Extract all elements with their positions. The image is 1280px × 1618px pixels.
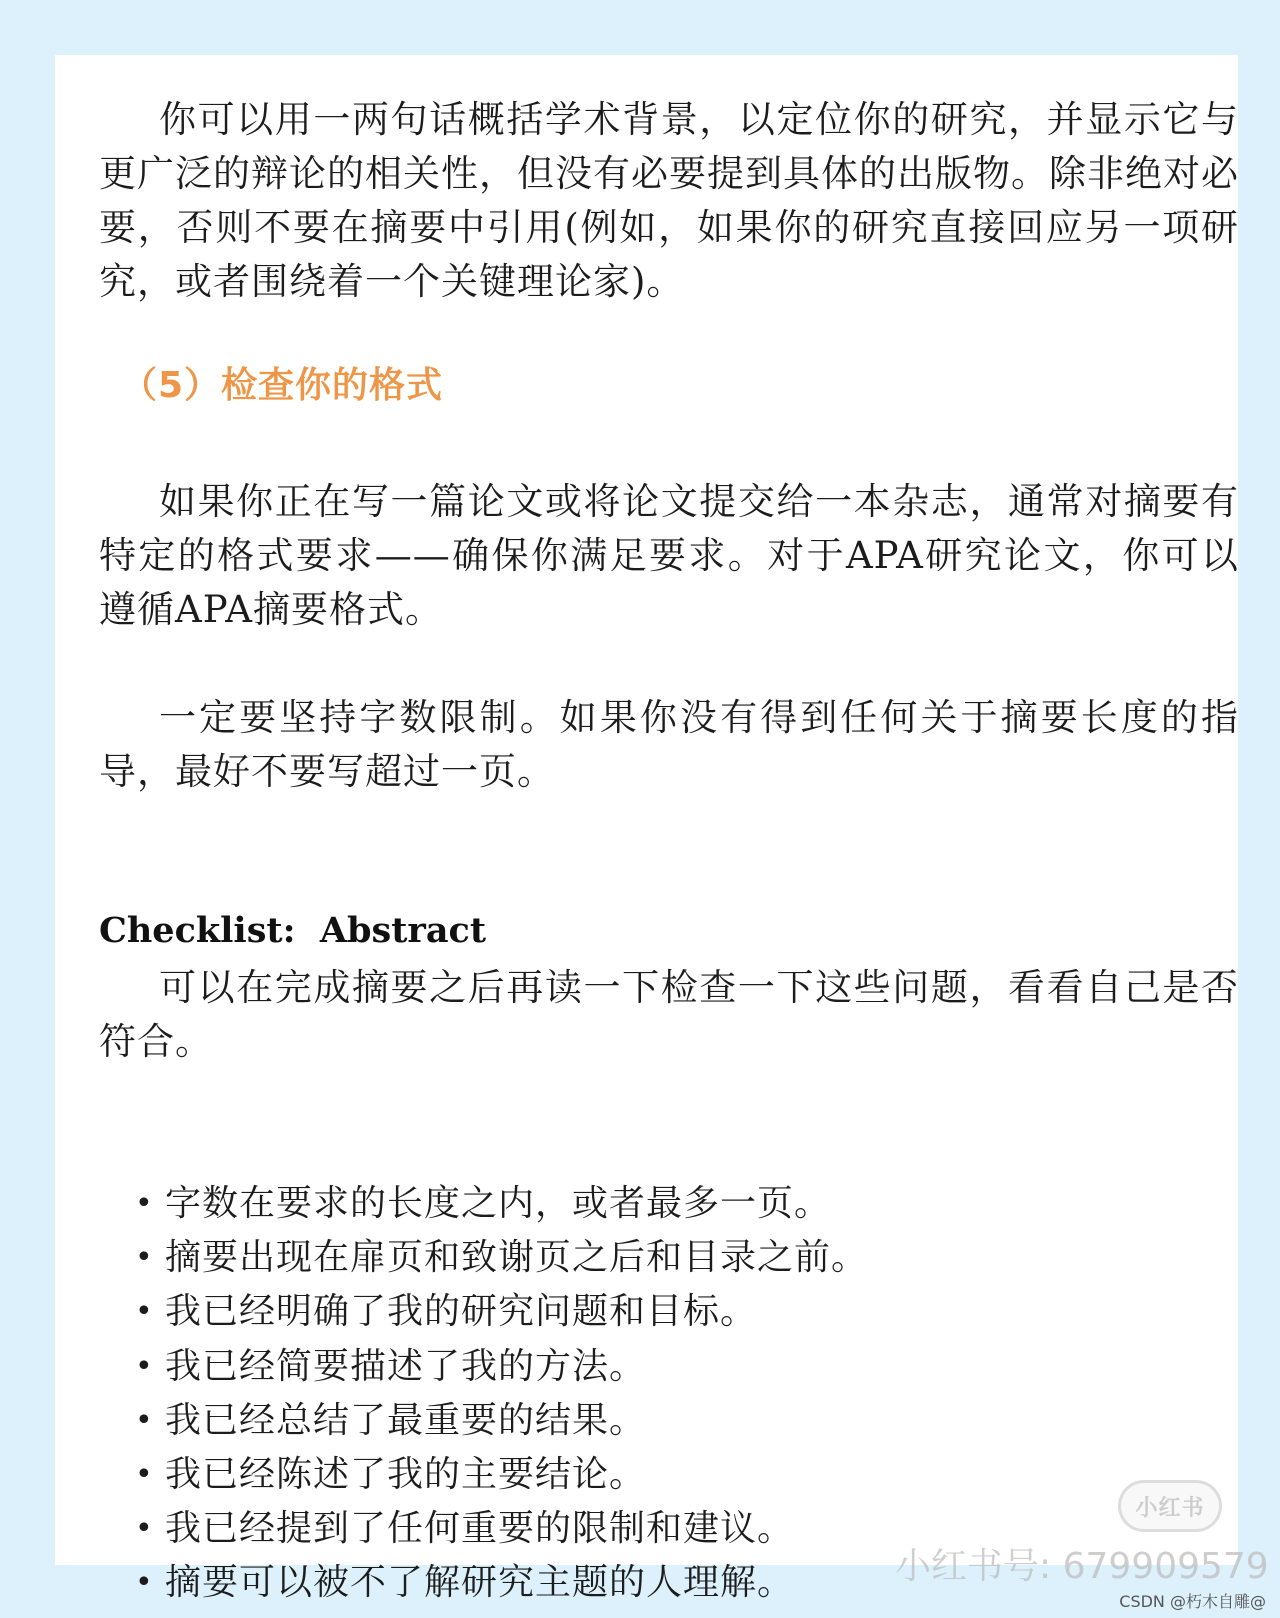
checklist-item — [135, 1394, 868, 1448]
paragraph-academic-context: 你可以用一两句话概括学术背景，以定位你的研究，并显示它与更广泛的辩论的相关性，但没有必要提到具体的出版物。除非绝对必要，否则不要在摘要中引用(例如，如果你的研究直接回应另一项研究，或者围绕着一个关键理论家)。 — [99, 98, 1239, 303]
paragraph-format-requirements: 如果你正在写一篇论文或将论文提交给一本杂志，通常对摘要有特定的格式要求——确保你满足要求。对于APA研究论文，你可以遵循APA摘要格式。 — [99, 480, 1239, 631]
bullet-icon: • — [135, 1565, 154, 1601]
checklist-item-text: 字数在要求的长度之内，或者最多一页。 — [165, 1183, 832, 1224]
watermark-account-id: 小红书号: 679909579 — [895, 1546, 1269, 1587]
bullet-icon: • — [135, 1186, 154, 1221]
checklist-item — [135, 1177, 868, 1231]
paragraph-word-limit: 一定要坚持字数限制。如果你没有得到任何关于摘要长度的指导，最好不要写超过一页。 — [99, 696, 1239, 793]
bullet-icon: • — [135, 1294, 154, 1330]
checklist-item — [135, 1340, 868, 1394]
bullet-icon: • — [135, 1402, 154, 1438]
bullet-icon: • — [135, 1511, 154, 1547]
section-heading-check-format: （5）检查你的格式 — [121, 365, 444, 406]
checklist-item-text: 我已经总结了最重要的结果。 — [165, 1399, 647, 1441]
checklist-item-text: 我已经明确了我的研究问题和目标。 — [165, 1291, 758, 1333]
checklist-item-text: 我已经简要描述了我的方法。 — [165, 1345, 647, 1387]
checklist-heading: Checklist: Abstract — [99, 910, 486, 951]
checklist-item — [135, 1502, 868, 1556]
checklist — [135, 1177, 868, 1611]
bullet-icon: • — [135, 1457, 154, 1493]
checklist-item-text: 摘要出现在扉页和致谢页之后和目录之前。 — [165, 1237, 869, 1279]
checklist-item — [135, 1448, 868, 1502]
bullet-icon: • — [135, 1348, 154, 1384]
xiaohongshu-logo — [1118, 1480, 1222, 1532]
checklist-item-text: 我已经陈述了我的主要结论。 — [165, 1454, 647, 1496]
checklist-item-text: 我已经提到了任何重要的限制和建议。 — [165, 1508, 795, 1550]
bullet-icon: • — [135, 1240, 154, 1276]
checklist-item — [135, 1231, 868, 1285]
checklist-item — [135, 1556, 868, 1610]
checklist-item-text: 摘要可以被不了解研究主题的人理解。 — [165, 1562, 795, 1604]
checklist-item — [135, 1285, 868, 1339]
logo-text: 小红书 — [1135, 1495, 1205, 1521]
paragraph-checklist-intro: 可以在完成摘要之后再读一下检查一下这些问题，看看自己是否符合。 — [99, 966, 1239, 1063]
source-credit: CSDN @朽木自雕@ — [1119, 1592, 1266, 1611]
